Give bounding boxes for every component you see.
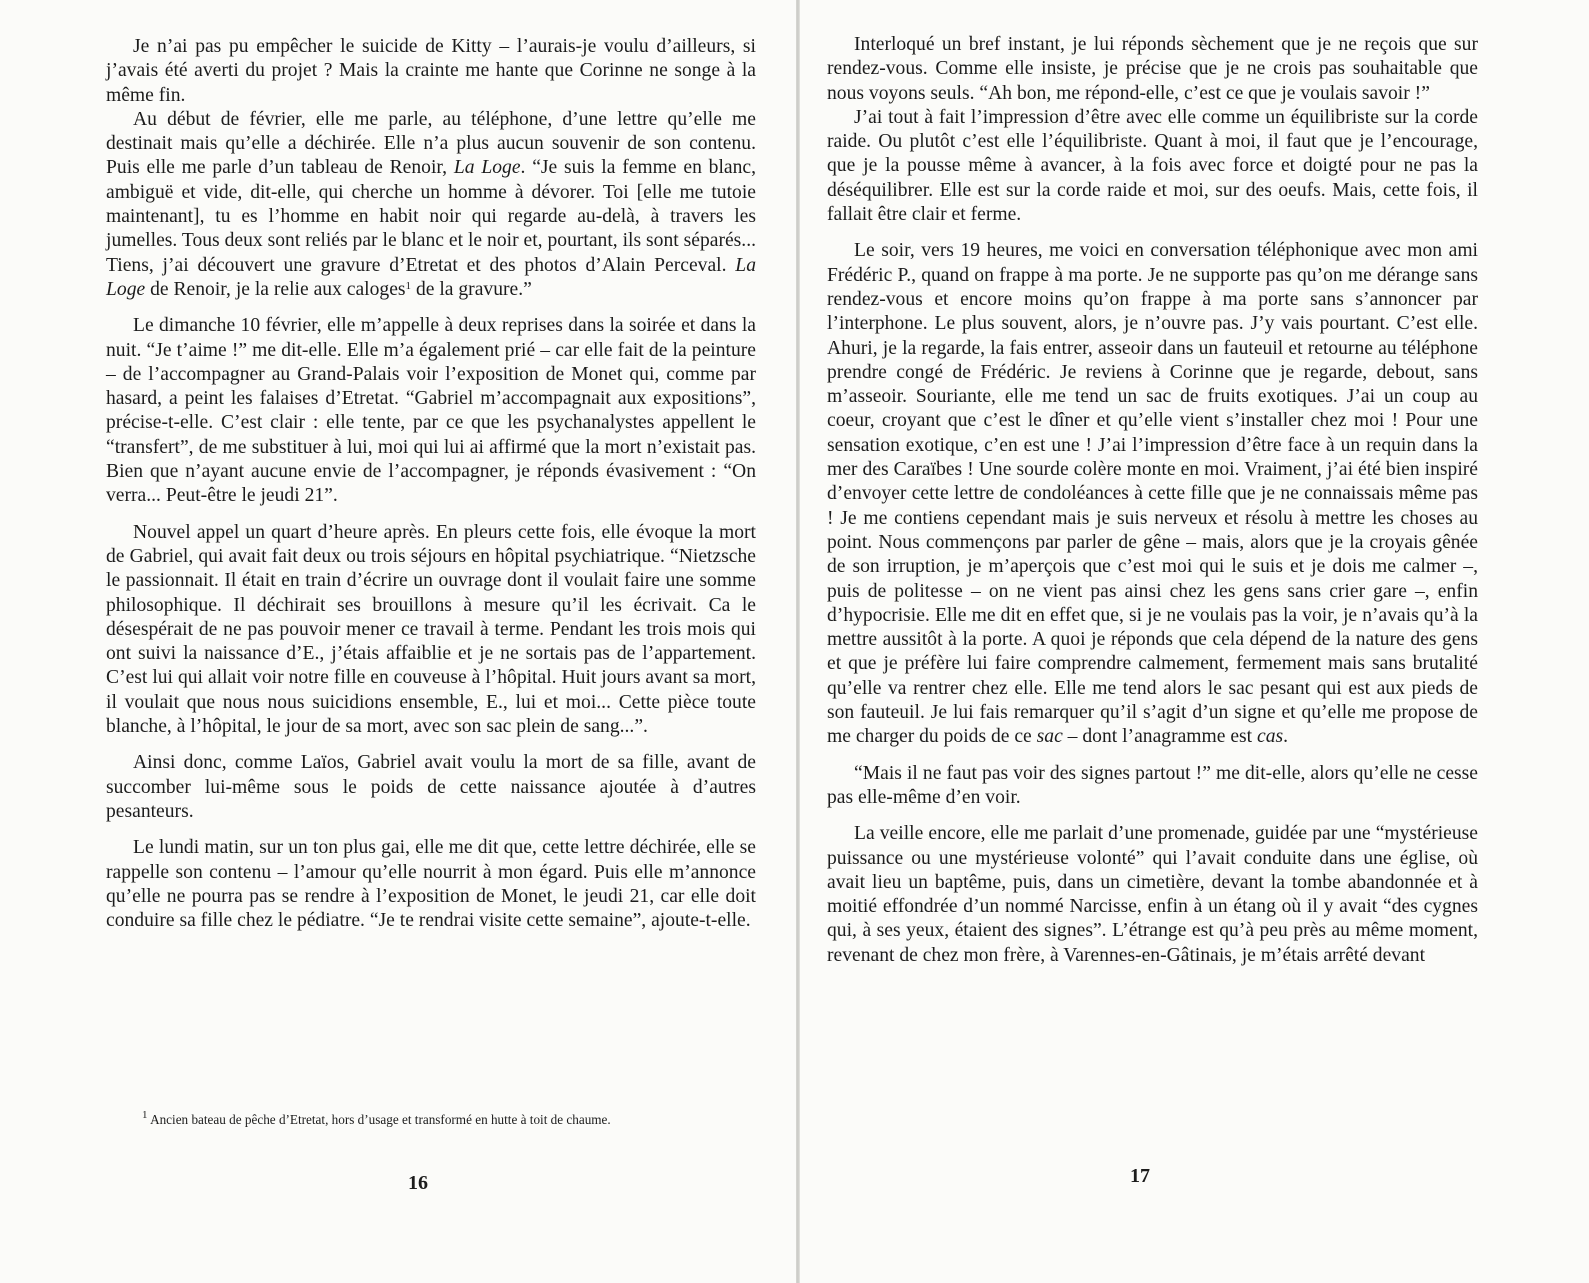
page-number: 16: [408, 1172, 428, 1194]
italic-title: La Loge: [453, 157, 521, 179]
paragraph: Le dimanche 10 février, elle m’appelle à deux reprises dans la soirée et dans la nuit. “Je t’aime !” me dit-elle. Elle m’a également prié – car elle fait de la peinture – de l’accompagner au Grand-Palais voir l’exposition de Monet qui, comme par hasard, a peint les falaises d’Etretat. “Gabriel m’accompagnait aux expositions”, précise-t-elle. C’est clair : elle tente, par ce que les psychanalystes appellent le “transfert”, de me substituer à lui, moi qui lui ai affirmé que la mort n’existait pas. Bien que n’ayant aucune envie de l’accompagner, je réponds évasivement : “On verra... Peut-être le jeudi 21”.: [106, 315, 756, 507]
paragraph: Interloqué un bref instant, je lui réponds sèchement que je ne reçois que sur rendez-vous. Comme elle insiste, je précise que je ne crois pas souhaitable que nous voyons seuls. “Ah bon, me répond-elle, c’est ce que je voulais savoir !”: [827, 34, 1478, 104]
italic-title: La Loge: [106, 254, 756, 300]
italic-word: sac: [1036, 726, 1063, 748]
italic-word: cas: [1257, 726, 1284, 748]
paragraph: Le lundi matin, sur un ton plus gai, elle me dit que, cette lettre déchirée, elle se rappelle son contenu – l’amour qu’elle nourrit à mon égard. Puis elle m’annonce qu’elle ne pourra pas se rendre à l’exposition de Monet, le jeudi 21, car elle doit conduire sa fille chez le pédiatre. “Je te rendrai visite cette semaine”, ajoute-t-elle.: [106, 837, 756, 932]
paragraph: J’ai tout à fait l’impression d’être avec elle comme un équilibriste sur la corde raide. Ou plutôt c’est elle l’équilibriste. Quant à moi, il faut que je l’encourage, que je la pousse même à avancer, à la fois avec force et doigté pour ne pas la déséquilibrer. Elle est sur la corde raide et moi, sur des oeufs. Mais, cette fois, il fallait être clair et ferme.: [827, 106, 1478, 226]
paragraph: Je n’ai pas pu empêcher le suicide de Kitty – l’aurais-je voulu d’ailleurs, si j’avais été averti du projet ? Mais la crainte me hante que Corinne ne songe à la même fin.: [106, 36, 756, 106]
paragraph: Au début de février, elle me parle, au téléphone, d’une lettre qu’elle me destinait mais qu’elle a déchirée. Elle n’a plus aucun souvenir de son contenu. Puis elle me parle d’un tableau de Renoir, La Loge. “Je suis la femme en blanc, ambiguë et vide, dit-elle, qui cherche un homme à dévorer. Toi [elle me tutoie maintenant], tu es l’homme en habit noir qui regarde au-delà, à travers les jumelles. Tous deux sont reliés par le blanc et le noir et, pourtant, ils sont séparés... Tiens, j’ai découvert une gravure d’Etretat et des photos d’Alain Perceval. La Loge de Renoir, je la relie aux caloges$^1$ de la gravure.”: [106, 108, 756, 300]
right-page-body: [827, 33, 1478, 968]
paragraph: La veille encore, elle me parlait d’une promenade, guidée par une “mystérieuse puissance ou une mystérieuse volonté” qui l’avait conduite dans une église, où avait lieu un baptême, puis, dans un cimetière, devant la tombe abandonnée et à moitié effondrée d’un nommé Narcisse, enfin à un étang où il y avait “des cygnes qui, à ses yeux, étaient des signes”. L’étrange est qu’à peu près au même moment, revenant de chez mon frère, à Varennes-en-Gâtinais, je m’étais arrêté devant: [827, 823, 1478, 966]
paragraph: “Mais il ne faut pas voir des signes partout !” me dit-elle, alors qu’elle ne cesse pas elle-même d’en voir.: [827, 762, 1478, 808]
right-page: [800, 0, 1589, 1283]
page-number: 17: [1130, 1165, 1150, 1187]
left-page-body: [106, 35, 756, 933]
footnote-marker: 1: [405, 279, 412, 292]
paragraph: Nouvel appel un quart d’heure après. En pleurs cette fois, elle évoque la mort de Gabriel, qui avait fait deux ou trois séjours en hôpital psychiatrique. “Nietzsche le passionnait. Il était en train d’écrire un ouvrage dont il voulait faire une somme philosophique. Il déchirait ses brouillons à mesure qu’il les écrivait. Ca le désespérait de ne pas pouvoir mener ce travail à terme. Pendant les trois mois qui ont suivi la naissance d’E., j’étais affaiblie et je ne sortais pas de l’appartement. C’est lui qui allait voir notre fille en couveuse à l’hôpital. Huit jours avant sa mort, il voulait que nous nous suicidions ensemble, E., lui et moi... Cette pièce toute blanche, à l’hôpital, le jour de sa mort, avec son sac plein de sang...”.: [106, 521, 756, 738]
paragraph: Ainsi donc, comme Laïos, Gabriel avait voulu la mort de sa fille, avant de succomber lui-même sous le poids de cette naissance ajoutée à d’autres pesanteurs.: [106, 752, 756, 822]
paragraph: Le soir, vers 19 heures, me voici en conversation téléphonique avec mon ami Frédéric P., quand on frappe à ma porte. Je ne supporte pas qu’on me dérange sans rendez-vous et encore moins qu’on frappe à ma porte sans s’annoncer par l’interphone. Le plus souvent, alors, je n’ouvre pas. J’y vais pourtant. C’est elle. Ahuri, je la regarde, la fais entrer, asseoir dans un fauteuil et retourne au téléphone prendre congé de Frédéric. Je reviens à Corinne que je regarde, debout, sans m’asseoir. Souriante, elle me tend un sac de fruits exotiques. J’ai un coup au coeur, croyant que c’est le dîner et qu’elle vient s’installer chez moi ! Pour une sensation exotique, c’en est une ! J’ai l’impression d’être face à un requin dans la mer des Caraïbes ! Une sourde colère monte en moi. Vraiment, j’ai été bien inspiré d’envoyer cette lettre de condoléances à cette fille que je ne connaissais même pas ! Je me contiens cependant mais je suis nerveux et résolu à mettre les choses au point. Nous commençons par parler de gêne – mais, alors que je la croyais gênée de son irruption, je m’aperçois que c’est moi qui le suis et je dois me calmer –, puis de politesse – on ne vient pas ainsi chez les gens sans crier gare –, enfin d’hypocrisie. Elle me dit en effet que, si je ne voulais pas la voir, je n’avais qu’à la mettre aussitôt à la porte. A quoi je réponds que cela dépend de la nature des gens et que je préfère lui faire comprendre calmement, fermement mais sans brutalité qu’elle va rentrer chez elle. Elle me tend alors le sac pesant qui est aux pieds de son fauteuil. Je lui fais remarquer qu’il s’agit d’un signe et qu’elle me propose de me charger du poids de ce sac – dont l’anagramme est cas.: [827, 240, 1478, 748]
footnote: $^1$ Ancien bateau de pêche d’Etretat, hors d’usage et transformé en hutte à toit de chaume.: [142, 1109, 611, 1127]
